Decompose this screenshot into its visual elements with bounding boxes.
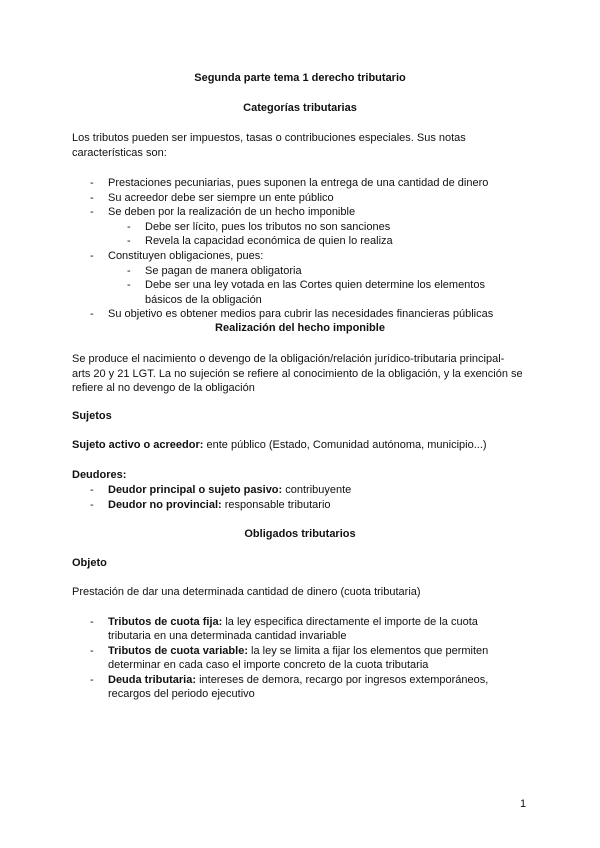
list-item: Constituyen obligaciones, pues: — [108, 250, 264, 262]
list-item — [108, 644, 488, 659]
bullet-dash: - — [90, 484, 94, 496]
list-subitem: Debe ser lícito, pues los tributos no son sanciones — [145, 221, 391, 233]
list-subitem: Se pagan de manera obligatoria — [145, 265, 302, 277]
deudor-label: Deudor principal o sujeto pasivo: — [108, 484, 283, 496]
list-item — [108, 483, 351, 498]
heading-categorias: Categorías tributarias — [243, 102, 357, 114]
list-subitem: Debe ser una ley votada en las Cortes quien determine los elementos — [145, 279, 485, 291]
list-item: Su objetivo es obtener medios para cubrir las necesidades financieras públicas — [108, 308, 494, 320]
list-subitem: Revela la capacidad económica de quien lo realiza — [145, 235, 393, 247]
objeto-text: intereses de demora, recargo por ingresos extemporáneos, — [196, 674, 489, 686]
list-item-continuation: tributaria en una determinada cantidad invariable — [108, 630, 347, 642]
page-number: 1 — [520, 798, 527, 810]
objeto-text: la ley se limita a fijar los elementos que permiten — [247, 645, 489, 657]
list-subitem-continuation: básicos de la obligación — [145, 294, 262, 306]
document-title: Segunda parte tema 1 derecho tributario — [194, 72, 406, 84]
list-item — [108, 673, 488, 688]
bullet-dash: - — [127, 235, 131, 247]
list-item — [108, 498, 331, 513]
paragraph-line: refiere al no devengo de la obligación — [72, 382, 255, 394]
deudor-text: responsable tributario — [221, 499, 331, 511]
objeto-text: la ley especifica directamente el importe de la cuota — [222, 616, 478, 628]
objeto-label: Tributos de cuota fija: — [108, 616, 223, 628]
heading-objeto: Objeto — [72, 557, 107, 569]
list-item: Prestaciones pecuniarias, pues suponen la entrega de una cantidad de dinero — [108, 177, 489, 189]
sujeto-activo-label: Sujeto activo o acreedor: — [72, 439, 204, 451]
heading-obligados: Obligados tributarios — [244, 528, 356, 540]
bullet-dash: - — [127, 279, 131, 291]
objeto-label: Deuda tributaria: — [108, 674, 197, 686]
paragraph-line: arts 20 y 21 LGT. La no sujeción se refiere al conocimiento de la obligación, y la exención se — [72, 367, 523, 380]
list-item — [108, 615, 478, 630]
objeto-label: Tributos de cuota variable: — [108, 645, 248, 657]
list-item: Su acreedor debe ser siempre un ente público — [108, 192, 334, 204]
bullet-dash: - — [127, 221, 131, 233]
list-item-continuation: recargos del periodo ejecutivo — [108, 688, 255, 700]
intro-line: características son: — [72, 146, 167, 159]
bullet-dash: - — [90, 206, 94, 218]
bullet-dash: - — [90, 308, 94, 320]
heading-realizacion: Realización del hecho imponible — [215, 322, 385, 334]
objeto-paragraph: Prestación de dar una determinada cantidad de dinero (cuota tributaria) — [72, 586, 421, 598]
bullet-dash: - — [90, 499, 94, 511]
sujeto-activo — [72, 438, 532, 453]
heading-deudores: Deudores: — [72, 469, 127, 481]
bullet-dash: - — [90, 616, 94, 628]
bullet-dash: - — [90, 645, 94, 657]
bullet-dash: - — [90, 192, 94, 204]
bullet-dash: - — [127, 265, 131, 277]
realizacion-paragraph — [72, 352, 542, 396]
heading-sujetos: Sujetos — [72, 410, 112, 422]
list-item-continuation: determinar en cada caso el importe concreto de la cuota tributaria — [108, 659, 429, 671]
paragraph-line: Se produce el nacimiento o devengo de la obligación/relación jurídico-tributaria principal- — [72, 353, 505, 365]
list-item: Se deben por la realización de un hecho imponible — [108, 206, 356, 218]
intro-line: Los tributos pueden ser impuestos, tasas o contribuciones especiales. Sus notas — [72, 132, 466, 144]
intro-paragraph — [72, 131, 532, 160]
bullet-dash: - — [90, 250, 94, 262]
sujeto-activo-text: ente público (Estado, Comunidad autónoma, municipio...) — [203, 439, 487, 451]
bullet-dash: - — [90, 177, 94, 189]
deudor-label: Deudor no provincial: — [108, 499, 222, 511]
deudor-text: contribuyente — [282, 484, 352, 496]
bullet-dash: - — [90, 674, 94, 686]
